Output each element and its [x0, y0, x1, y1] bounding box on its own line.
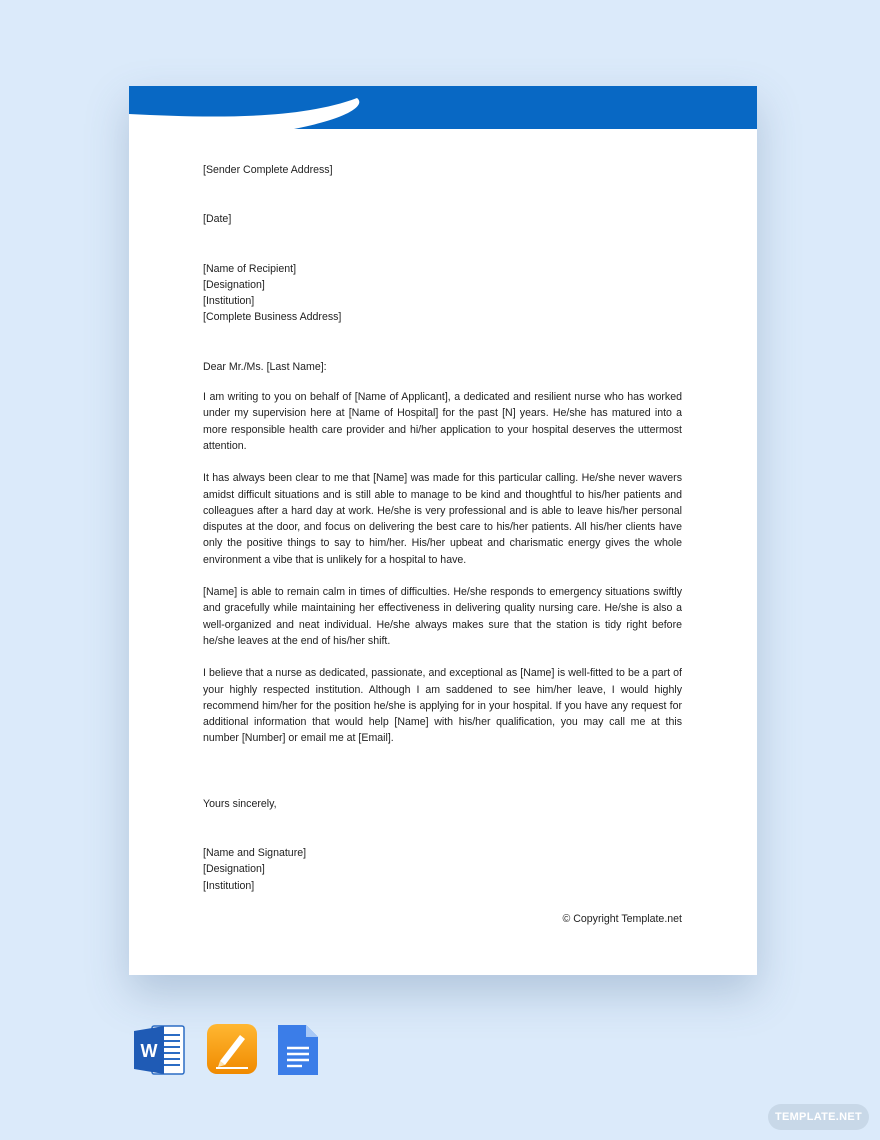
- signature-institution: [Institution]: [203, 879, 255, 892]
- sender-address: [Sender Complete Address]: [203, 164, 333, 176]
- body-paragraph: [Name] is able to remain calm in times of difficulties. He/she responds to emergency situations swiftly and gracefully while maintaining her effectiveness in delivering quality nursing care. He/she is also a well-organized and neat individual. He/she always makes sure that the station is tidy right before he/she leaves at the end of his/her shift.: [203, 586, 682, 647]
- date-line: [Date]: [203, 213, 232, 226]
- recipient-name: [Name of Recipient]: [203, 262, 297, 275]
- recipient-block: [203, 261, 682, 326]
- letter-body: [203, 162, 682, 894]
- watermark-badge: TEMPLATE.NET: [768, 1104, 869, 1130]
- salutation: Dear Mr./Ms. [Last Name]:: [203, 360, 327, 373]
- body-paragraph: I am writing to you on behalf of [Name of Applicant], a dedicated and resilient nurse who has worked under my supervision here at [Name of Hospital] for the past [N] years. He/she has matured into a more responsible health care provider and hi/her application to your hospital deserves the uttermost attention.: [203, 391, 682, 452]
- body-paragraph: I believe that a nurse as dedicated, passionate, and exceptional as [Name] is well-fitted to be a part of your highly respected institution. Although I am saddened to see him/her leave, I would highly recommend him/her for the position he/she is applying for in your hospital. If you have any request for additional information that would help [Name] with his/her qualification, you may call me at this number [Number] or email me at [Email].: [203, 667, 682, 745]
- header-banner: [129, 86, 757, 129]
- recipient-address: [Complete Business Address]: [203, 311, 342, 324]
- recipient-designation: [Designation]: [203, 278, 265, 291]
- recipient-institution: [Institution]: [203, 295, 255, 308]
- svg-text:W: W: [140, 1041, 158, 1061]
- pages-icon[interactable]: [206, 1023, 258, 1077]
- signature-block: [203, 845, 682, 894]
- letter-page: [129, 86, 757, 975]
- word-icon[interactable]: [134, 1023, 186, 1077]
- copyright-text: © Copyright Template.net: [562, 913, 682, 925]
- body-paragraph: It has always been clear to me that [Name] was made for this particular calling. He/she never wavers amidst difficult situations and is still able to manage to be kind and thoughtful to his/her patients and colleagues after a hard day at work. He/she is very professional and is able to leave his/her personal disputes at the door, and focus on delivering the best care to his/her patients. All his/her clients have only the positive things to say to him/her. His/her upbeat and charismatic energy gives the whole environment a vibe that is unlikely for a hospital to have.: [203, 472, 682, 566]
- signature-name: [Name and Signature]: [203, 847, 307, 860]
- signature-designation: [Designation]: [203, 863, 265, 876]
- google-docs-icon[interactable]: [276, 1023, 320, 1077]
- closing: Yours sincerely,: [203, 797, 277, 810]
